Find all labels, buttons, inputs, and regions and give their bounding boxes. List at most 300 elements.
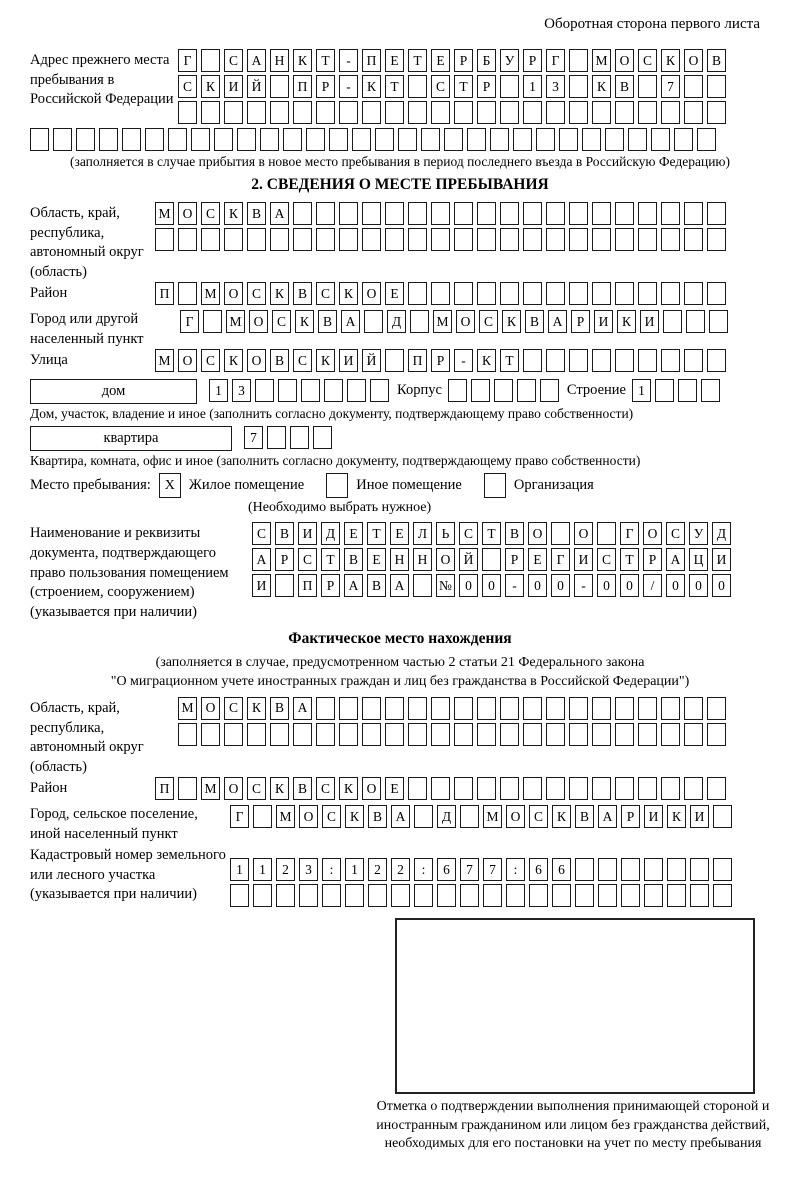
char-cell[interactable]: Н [413, 548, 432, 571]
char-cell[interactable] [582, 128, 601, 151]
char-cell[interactable]: Г [178, 49, 197, 72]
char-cell[interactable] [684, 777, 703, 800]
char-cell[interactable] [203, 310, 222, 333]
char-cell[interactable] [299, 884, 318, 907]
char-cell[interactable]: А [548, 310, 567, 333]
char-cell[interactable]: К [224, 202, 243, 225]
char-cell[interactable]: Д [712, 522, 731, 545]
char-cell[interactable] [559, 128, 578, 151]
char-cell[interactable]: М [155, 349, 174, 372]
char-cell[interactable]: О [224, 282, 243, 305]
char-cell[interactable]: Т [482, 522, 501, 545]
char-cell[interactable] [592, 228, 611, 251]
char-cell[interactable]: В [575, 805, 594, 828]
char-cell[interactable] [270, 228, 289, 251]
char-cell[interactable]: И [574, 548, 593, 571]
char-cell[interactable] [477, 202, 496, 225]
char-cell[interactable] [638, 75, 657, 98]
char-cell[interactable] [253, 884, 272, 907]
char-cell[interactable] [546, 282, 565, 305]
char-cell[interactable] [707, 228, 726, 251]
char-cell[interactable]: К [247, 697, 266, 720]
char-cell[interactable] [569, 228, 588, 251]
char-cell[interactable] [352, 128, 371, 151]
char-cell[interactable] [482, 548, 501, 571]
char-cell[interactable] [385, 697, 404, 720]
char-cell[interactable]: 7 [244, 426, 263, 449]
char-cell[interactable]: О [178, 202, 197, 225]
char-cell[interactable]: К [667, 805, 686, 828]
char-cell[interactable] [707, 101, 726, 124]
char-cell[interactable]: В [505, 522, 524, 545]
char-cell[interactable]: С [224, 49, 243, 72]
char-cell[interactable] [362, 228, 381, 251]
char-cell[interactable] [605, 128, 624, 151]
char-cell[interactable] [408, 202, 427, 225]
char-cell[interactable]: Р [523, 49, 542, 72]
char-cell[interactable]: О [224, 777, 243, 800]
char-cell[interactable]: 0 [689, 574, 708, 597]
char-cell[interactable]: С [316, 777, 335, 800]
char-cell[interactable]: Л [413, 522, 432, 545]
char-cell[interactable] [569, 101, 588, 124]
char-cell[interactable]: С [666, 522, 685, 545]
char-cell[interactable]: О [299, 805, 318, 828]
char-cell[interactable] [178, 101, 197, 124]
char-cell[interactable] [575, 858, 594, 881]
char-cell[interactable] [569, 75, 588, 98]
char-cell[interactable]: П [298, 574, 317, 597]
char-cell[interactable]: М [201, 282, 220, 305]
char-cell[interactable] [414, 884, 433, 907]
char-cell[interactable] [523, 282, 542, 305]
char-cell[interactable] [477, 723, 496, 746]
char-cell[interactable]: С [272, 310, 291, 333]
char-cell[interactable]: О [178, 349, 197, 372]
char-cell[interactable]: К [224, 349, 243, 372]
char-cell[interactable] [329, 128, 348, 151]
char-cell[interactable] [431, 282, 450, 305]
char-cell[interactable] [467, 128, 486, 151]
char-cell[interactable] [201, 101, 220, 124]
char-cell[interactable] [253, 805, 272, 828]
char-cell[interactable]: В [368, 805, 387, 828]
char-cell[interactable]: О [362, 282, 381, 305]
char-cell[interactable]: С [459, 522, 478, 545]
char-cell[interactable] [385, 101, 404, 124]
char-cell[interactable] [690, 884, 709, 907]
char-cell[interactable] [145, 128, 164, 151]
char-cell[interactable]: Т [454, 75, 473, 98]
char-cell[interactable] [615, 282, 634, 305]
char-cell[interactable] [686, 310, 705, 333]
char-cell[interactable] [339, 697, 358, 720]
char-cell[interactable]: 7 [483, 858, 502, 881]
char-cell[interactable] [638, 723, 657, 746]
char-cell[interactable] [178, 723, 197, 746]
char-cell[interactable]: 0 [666, 574, 685, 597]
char-cell[interactable] [316, 723, 335, 746]
char-cell[interactable] [536, 128, 555, 151]
char-cell[interactable] [477, 282, 496, 305]
char-cell[interactable] [707, 75, 726, 98]
char-cell[interactable] [214, 128, 233, 151]
char-cell[interactable] [661, 697, 680, 720]
char-cell[interactable] [278, 379, 297, 402]
char-cell[interactable] [201, 49, 220, 72]
char-cell[interactable]: А [293, 697, 312, 720]
char-cell[interactable] [523, 723, 542, 746]
char-cell[interactable]: А [598, 805, 617, 828]
char-cell[interactable]: И [298, 522, 317, 545]
char-cell[interactable]: В [318, 310, 337, 333]
char-cell[interactable]: 6 [437, 858, 456, 881]
char-cell[interactable]: П [293, 75, 312, 98]
char-cell[interactable] [122, 128, 141, 151]
char-cell[interactable] [454, 228, 473, 251]
char-cell[interactable] [523, 202, 542, 225]
char-cell[interactable]: 1 [345, 858, 364, 881]
char-cell[interactable]: 0 [620, 574, 639, 597]
char-cell[interactable]: Е [367, 548, 386, 571]
char-cell[interactable] [713, 884, 732, 907]
char-cell[interactable] [454, 101, 473, 124]
char-cell[interactable] [247, 101, 266, 124]
char-cell[interactable] [76, 128, 95, 151]
char-cell[interactable]: Р [316, 75, 335, 98]
char-cell[interactable] [546, 101, 565, 124]
char-cell[interactable] [598, 858, 617, 881]
char-cell[interactable] [615, 723, 634, 746]
char-cell[interactable] [408, 697, 427, 720]
char-cell[interactable] [500, 101, 519, 124]
char-cell[interactable] [431, 777, 450, 800]
char-cell[interactable]: 3 [299, 858, 318, 881]
char-cell[interactable] [540, 379, 559, 402]
char-cell[interactable] [324, 379, 343, 402]
char-cell[interactable]: С [597, 548, 616, 571]
char-cell[interactable] [575, 884, 594, 907]
char-cell[interactable]: О [684, 49, 703, 72]
char-cell[interactable] [523, 349, 542, 372]
char-cell[interactable] [546, 228, 565, 251]
char-cell[interactable]: П [408, 349, 427, 372]
char-cell[interactable] [293, 723, 312, 746]
char-cell[interactable] [408, 282, 427, 305]
char-cell[interactable] [684, 75, 703, 98]
char-cell[interactable] [316, 101, 335, 124]
char-cell[interactable] [255, 379, 274, 402]
char-cell[interactable] [684, 697, 703, 720]
char-cell[interactable]: В [367, 574, 386, 597]
char-cell[interactable]: 3 [546, 75, 565, 98]
char-cell[interactable]: Т [385, 75, 404, 98]
char-cell[interactable] [413, 574, 432, 597]
char-cell[interactable] [707, 282, 726, 305]
char-cell[interactable] [500, 723, 519, 746]
char-cell[interactable] [684, 723, 703, 746]
char-cell[interactable]: А [391, 805, 410, 828]
char-cell[interactable]: В [275, 522, 294, 545]
dom-wide-box[interactable]: дом [30, 379, 197, 404]
char-cell[interactable]: А [666, 548, 685, 571]
char-cell[interactable] [569, 49, 588, 72]
char-cell[interactable]: И [252, 574, 271, 597]
char-cell[interactable]: Г [546, 49, 565, 72]
char-cell[interactable]: - [574, 574, 593, 597]
char-cell[interactable] [471, 379, 490, 402]
char-cell[interactable]: М [276, 805, 295, 828]
char-cell[interactable] [697, 128, 716, 151]
char-cell[interactable] [674, 128, 693, 151]
char-cell[interactable]: А [247, 49, 266, 72]
char-cell[interactable]: Р [454, 49, 473, 72]
char-cell[interactable] [477, 228, 496, 251]
char-cell[interactable] [375, 128, 394, 151]
char-cell[interactable] [621, 884, 640, 907]
char-cell[interactable]: С [201, 202, 220, 225]
char-cell[interactable] [638, 202, 657, 225]
char-cell[interactable] [306, 128, 325, 151]
char-cell[interactable] [270, 75, 289, 98]
char-cell[interactable] [454, 697, 473, 720]
char-cell[interactable]: С [224, 697, 243, 720]
char-cell[interactable] [569, 282, 588, 305]
char-cell[interactable] [661, 202, 680, 225]
char-cell[interactable]: С [529, 805, 548, 828]
char-cell[interactable] [247, 723, 266, 746]
char-cell[interactable]: Р [621, 805, 640, 828]
char-cell[interactable] [201, 228, 220, 251]
char-cell[interactable]: О [615, 49, 634, 72]
char-cell[interactable] [707, 777, 726, 800]
char-cell[interactable]: К [345, 805, 364, 828]
char-cell[interactable] [701, 379, 720, 402]
char-cell[interactable]: Р [571, 310, 590, 333]
char-cell[interactable]: Й [247, 75, 266, 98]
char-cell[interactable]: А [344, 574, 363, 597]
char-cell[interactable] [655, 379, 674, 402]
char-cell[interactable] [347, 379, 366, 402]
char-cell[interactable]: К [295, 310, 314, 333]
char-cell[interactable]: С [431, 75, 450, 98]
char-cell[interactable] [621, 858, 640, 881]
char-cell[interactable] [414, 805, 433, 828]
char-cell[interactable] [339, 723, 358, 746]
char-cell[interactable] [638, 101, 657, 124]
char-cell[interactable]: О [249, 310, 268, 333]
char-cell[interactable] [500, 697, 519, 720]
char-cell[interactable]: Т [620, 548, 639, 571]
char-cell[interactable] [667, 858, 686, 881]
char-cell[interactable] [500, 202, 519, 225]
char-cell[interactable]: В [525, 310, 544, 333]
char-cell[interactable]: К [477, 349, 496, 372]
char-cell[interactable] [615, 349, 634, 372]
char-cell[interactable] [663, 310, 682, 333]
char-cell[interactable] [592, 777, 611, 800]
char-cell[interactable] [477, 101, 496, 124]
char-cell[interactable]: М [155, 202, 174, 225]
char-cell[interactable] [546, 349, 565, 372]
char-cell[interactable]: М [178, 697, 197, 720]
char-cell[interactable]: Г [620, 522, 639, 545]
char-cell[interactable] [362, 697, 381, 720]
char-cell[interactable] [421, 128, 440, 151]
char-cell[interactable] [293, 202, 312, 225]
char-cell[interactable] [667, 884, 686, 907]
char-cell[interactable] [546, 697, 565, 720]
char-cell[interactable] [684, 101, 703, 124]
char-cell[interactable] [454, 723, 473, 746]
char-cell[interactable]: Г [230, 805, 249, 828]
char-cell[interactable]: - [505, 574, 524, 597]
char-cell[interactable]: В [615, 75, 634, 98]
char-cell[interactable] [523, 777, 542, 800]
char-cell[interactable]: Й [362, 349, 381, 372]
char-cell[interactable] [385, 228, 404, 251]
char-cell[interactable] [293, 228, 312, 251]
char-cell[interactable]: О [528, 522, 547, 545]
char-cell[interactable] [345, 884, 364, 907]
char-cell[interactable]: У [500, 49, 519, 72]
char-cell[interactable]: К [201, 75, 220, 98]
char-cell[interactable] [155, 228, 174, 251]
char-cell[interactable]: Е [431, 49, 450, 72]
char-cell[interactable]: К [592, 75, 611, 98]
char-cell[interactable]: Р [643, 548, 662, 571]
char-cell[interactable]: П [155, 777, 174, 800]
char-cell[interactable]: Г [180, 310, 199, 333]
char-cell[interactable]: О [201, 697, 220, 720]
char-cell[interactable]: Д [321, 522, 340, 545]
char-cell[interactable] [460, 884, 479, 907]
char-cell[interactable] [431, 101, 450, 124]
char-cell[interactable] [368, 884, 387, 907]
char-cell[interactable]: С [201, 349, 220, 372]
char-cell[interactable] [615, 202, 634, 225]
char-cell[interactable] [517, 379, 536, 402]
char-cell[interactable] [529, 884, 548, 907]
char-cell[interactable]: 6 [552, 858, 571, 881]
char-cell[interactable]: Р [431, 349, 450, 372]
char-cell[interactable]: 3 [232, 379, 251, 402]
char-cell[interactable]: И [644, 805, 663, 828]
char-cell[interactable] [597, 522, 616, 545]
char-cell[interactable]: С [298, 548, 317, 571]
char-cell[interactable] [592, 202, 611, 225]
char-cell[interactable]: К [552, 805, 571, 828]
char-cell[interactable]: О [362, 777, 381, 800]
char-cell[interactable] [661, 723, 680, 746]
char-cell[interactable]: Е [344, 522, 363, 545]
char-cell[interactable]: Д [387, 310, 406, 333]
char-cell[interactable] [551, 522, 570, 545]
char-cell[interactable] [408, 101, 427, 124]
char-cell[interactable] [431, 202, 450, 225]
char-cell[interactable] [260, 128, 279, 151]
char-cell[interactable] [592, 282, 611, 305]
char-cell[interactable] [431, 723, 450, 746]
char-cell[interactable]: О [643, 522, 662, 545]
char-cell[interactable] [592, 723, 611, 746]
char-cell[interactable] [707, 349, 726, 372]
char-cell[interactable] [391, 884, 410, 907]
char-cell[interactable]: К [270, 777, 289, 800]
char-cell[interactable] [494, 379, 513, 402]
char-cell[interactable] [615, 697, 634, 720]
char-cell[interactable] [313, 426, 332, 449]
char-cell[interactable]: С [322, 805, 341, 828]
char-cell[interactable] [230, 884, 249, 907]
char-cell[interactable] [500, 282, 519, 305]
char-cell[interactable] [709, 310, 728, 333]
char-cell[interactable] [638, 349, 657, 372]
char-cell[interactable]: С [247, 282, 266, 305]
char-cell[interactable]: В [344, 548, 363, 571]
zhiloe-checkbox[interactable]: X [159, 473, 181, 498]
char-cell[interactable]: 2 [276, 858, 295, 881]
char-cell[interactable] [592, 349, 611, 372]
char-cell[interactable]: И [224, 75, 243, 98]
char-cell[interactable]: Т [316, 49, 335, 72]
char-cell[interactable] [644, 884, 663, 907]
char-cell[interactable]: М [433, 310, 452, 333]
char-cell[interactable] [569, 777, 588, 800]
char-cell[interactable] [690, 858, 709, 881]
char-cell[interactable] [651, 128, 670, 151]
char-cell[interactable]: К [362, 75, 381, 98]
char-cell[interactable] [500, 75, 519, 98]
char-cell[interactable] [552, 884, 571, 907]
char-cell[interactable] [316, 697, 335, 720]
char-cell[interactable] [267, 426, 286, 449]
char-cell[interactable]: 1 [230, 858, 249, 881]
char-cell[interactable] [431, 228, 450, 251]
char-cell[interactable]: А [270, 202, 289, 225]
char-cell[interactable] [707, 202, 726, 225]
char-cell[interactable]: 1 [523, 75, 542, 98]
char-cell[interactable] [385, 349, 404, 372]
char-cell[interactable]: Г [551, 548, 570, 571]
char-cell[interactable] [523, 697, 542, 720]
char-cell[interactable] [191, 128, 210, 151]
char-cell[interactable] [362, 723, 381, 746]
char-cell[interactable]: К [339, 282, 358, 305]
char-cell[interactable] [270, 723, 289, 746]
char-cell[interactable] [678, 379, 697, 402]
char-cell[interactable]: : [506, 858, 525, 881]
char-cell[interactable]: 7 [460, 858, 479, 881]
char-cell[interactable] [270, 101, 289, 124]
char-cell[interactable]: 2 [391, 858, 410, 881]
char-cell[interactable] [638, 282, 657, 305]
char-cell[interactable]: В [270, 349, 289, 372]
char-cell[interactable] [385, 202, 404, 225]
char-cell[interactable]: М [592, 49, 611, 72]
char-cell[interactable]: О [456, 310, 475, 333]
char-cell[interactable] [569, 202, 588, 225]
char-cell[interactable] [684, 349, 703, 372]
char-cell[interactable] [237, 128, 256, 151]
char-cell[interactable] [444, 128, 463, 151]
char-cell[interactable]: / [643, 574, 662, 597]
char-cell[interactable] [275, 574, 294, 597]
char-cell[interactable]: В [293, 777, 312, 800]
char-cell[interactable]: 1 [209, 379, 228, 402]
char-cell[interactable] [454, 202, 473, 225]
char-cell[interactable] [638, 777, 657, 800]
